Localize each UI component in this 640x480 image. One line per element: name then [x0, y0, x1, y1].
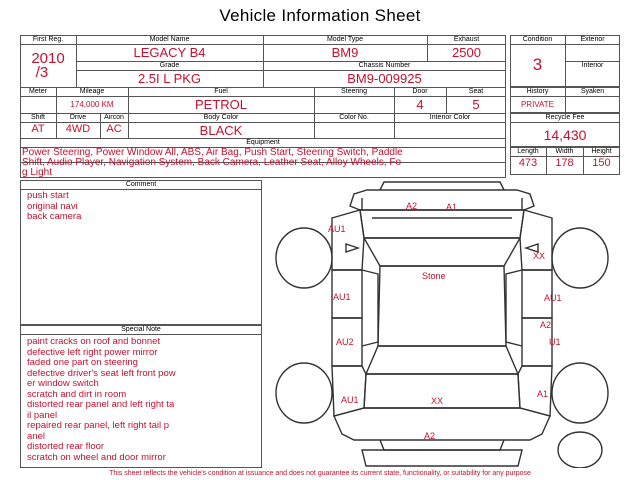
mark-stone: Stone — [422, 271, 446, 281]
history-label: History — [526, 88, 549, 95]
mark-au1-right-door: AU1 — [544, 293, 562, 303]
interior-color-label: Interior Color — [429, 114, 471, 121]
spare-wheel — [558, 432, 602, 468]
comment-line: original navi — [27, 200, 78, 212]
special-note-line: scratch and dirt in room — [27, 388, 127, 400]
condition-label: Condition — [522, 36, 553, 43]
mark-xx-front-right: XX — [533, 251, 546, 261]
special-note-line: il panel — [27, 409, 58, 421]
equipment-line-1: Power Steering, Power Window All, ABS, Air Bag, Push Start, Steering Switch, Paddle — [22, 147, 403, 158]
rear-bumper — [334, 408, 550, 440]
wheel-front-left — [276, 228, 332, 288]
rear-window — [366, 346, 518, 374]
height-label: Height — [591, 148, 612, 155]
body-color-value: BLACK — [199, 123, 243, 138]
height-value: 150 — [592, 157, 611, 169]
special-note-line: defective left right power mirror — [27, 346, 158, 358]
aircon-label: Aircon — [104, 114, 124, 121]
mark-au1-left-door: AU1 — [333, 292, 351, 302]
wheel-rear-left — [276, 363, 332, 423]
exhaust-value: 2500 — [452, 45, 481, 60]
model-type-value: BM9 — [331, 45, 359, 60]
model-name-label: Model Name — [149, 36, 190, 43]
comment-label: Comment — [125, 181, 157, 188]
special-note-line: scratch on wheel and door mirror — [27, 451, 166, 463]
mileage-value: 174,000 KM — [70, 100, 114, 109]
syaken-label: Syaken — [580, 88, 605, 95]
fuel-label: Fuel — [214, 88, 228, 95]
wheel-rear-right — [552, 363, 608, 423]
special-note-line: paint cracks on roof and bonnet — [27, 336, 161, 347]
front-fender-left — [332, 210, 364, 270]
car-diagram — [262, 178, 620, 468]
shift-label: Shift — [30, 114, 45, 121]
history-value: PRIVATE — [520, 100, 555, 109]
comment-text — [27, 191, 81, 223]
special-note-line: er window switch — [27, 378, 99, 389]
special-note-line: faded one part on steering — [27, 357, 138, 368]
first-reg-year: 2010 — [31, 50, 65, 67]
first-reg-label: First Reg. — [32, 36, 64, 43]
equipment-label: Equipment — [246, 139, 280, 146]
mark-au2-left: AU2 — [336, 337, 354, 347]
wheel-front-right — [552, 228, 608, 288]
exterior-label: Exterior — [580, 36, 605, 43]
mileage-label: Mileage — [79, 88, 105, 95]
mark-a1-top: A1 — [446, 202, 458, 212]
mark-au1-rear-left: AU1 — [341, 395, 359, 405]
mark-a1-rear-right: A1 — [537, 389, 549, 399]
recycle-fee-value: 14,430 — [543, 127, 587, 143]
width-value: 178 — [555, 157, 574, 169]
special-note-line: distorted rear panel and left right ta — [27, 399, 175, 410]
chassis-label: Chassis Number — [358, 62, 411, 69]
door-label: Door — [412, 88, 428, 95]
seat-value: 5 — [472, 97, 480, 112]
special-note-line: anel — [27, 430, 45, 442]
mark-au1-front-left: AU1 — [328, 224, 346, 234]
body-color-label: Body Color — [203, 114, 239, 121]
first-reg-month: /3 — [35, 64, 49, 81]
door-value: 4 — [416, 97, 424, 112]
mark-a2-top: A2 — [406, 201, 418, 211]
width-label: Width — [555, 148, 574, 155]
model-type-label: Model Type — [326, 36, 364, 43]
length-label: Length — [517, 148, 539, 155]
special-note-label: Special Note — [121, 326, 161, 333]
mark-u1-right: U1 — [549, 337, 561, 347]
hood — [360, 210, 524, 238]
drive-value: 4WD — [65, 123, 91, 135]
drive-label: Drive — [69, 114, 87, 121]
chassis-value: BM9-009925 — [347, 71, 422, 86]
exhaust-label: Exhaust — [453, 36, 480, 43]
fuel-value: PETROL — [194, 97, 247, 112]
aircon-value: AC — [106, 123, 122, 135]
color-no-label: Color No. — [339, 114, 369, 121]
comment-line: back camera — [27, 211, 82, 222]
seat-label: Seat — [468, 88, 484, 95]
disclaimer-footer: This sheet reflects the vehicle's condition at issuance and does not guarantee its current state, functionality, or suitability for any purpose — [109, 470, 531, 477]
rear-floor — [362, 450, 522, 466]
special-note-line: defective driver's seat left front pow — [27, 367, 176, 379]
model-name-value: LEGACY B4 — [133, 45, 206, 60]
meter-label: Meter — [29, 88, 47, 95]
grade-value: 2.5I L PKG — [137, 71, 202, 86]
recycle-fee-label: Recycle Fee — [545, 114, 585, 121]
special-note-line: distorted rear floor — [27, 441, 105, 452]
sheet-title: Vehicle Information Sheet — [219, 6, 421, 25]
shift-value: AT — [31, 123, 45, 135]
equipment-line-2: Shift, Audio Player, Navigation System, Back Camera, Leather Seat, Alloy Wheels, Fo — [22, 157, 402, 168]
mark-xx-rear: XX — [431, 396, 444, 406]
comment-line: push start — [27, 190, 69, 201]
mark-a2-bottom: A2 — [424, 431, 436, 441]
special-note-line: repaired rear panel, left right tail p — [27, 420, 170, 431]
front-fender-right — [520, 210, 552, 270]
interior-label: Interior — [581, 62, 604, 69]
mark-a2-right: A2 — [540, 320, 552, 330]
length-value: 473 — [518, 157, 538, 169]
condition-value: 3 — [532, 55, 543, 74]
front-bumper — [350, 190, 534, 210]
equipment-line-3: g Light — [22, 167, 53, 178]
windshield — [364, 238, 520, 266]
grade-label: Grade — [159, 62, 180, 69]
special-note-text — [27, 337, 176, 463]
steering-label: Steering — [340, 88, 368, 95]
